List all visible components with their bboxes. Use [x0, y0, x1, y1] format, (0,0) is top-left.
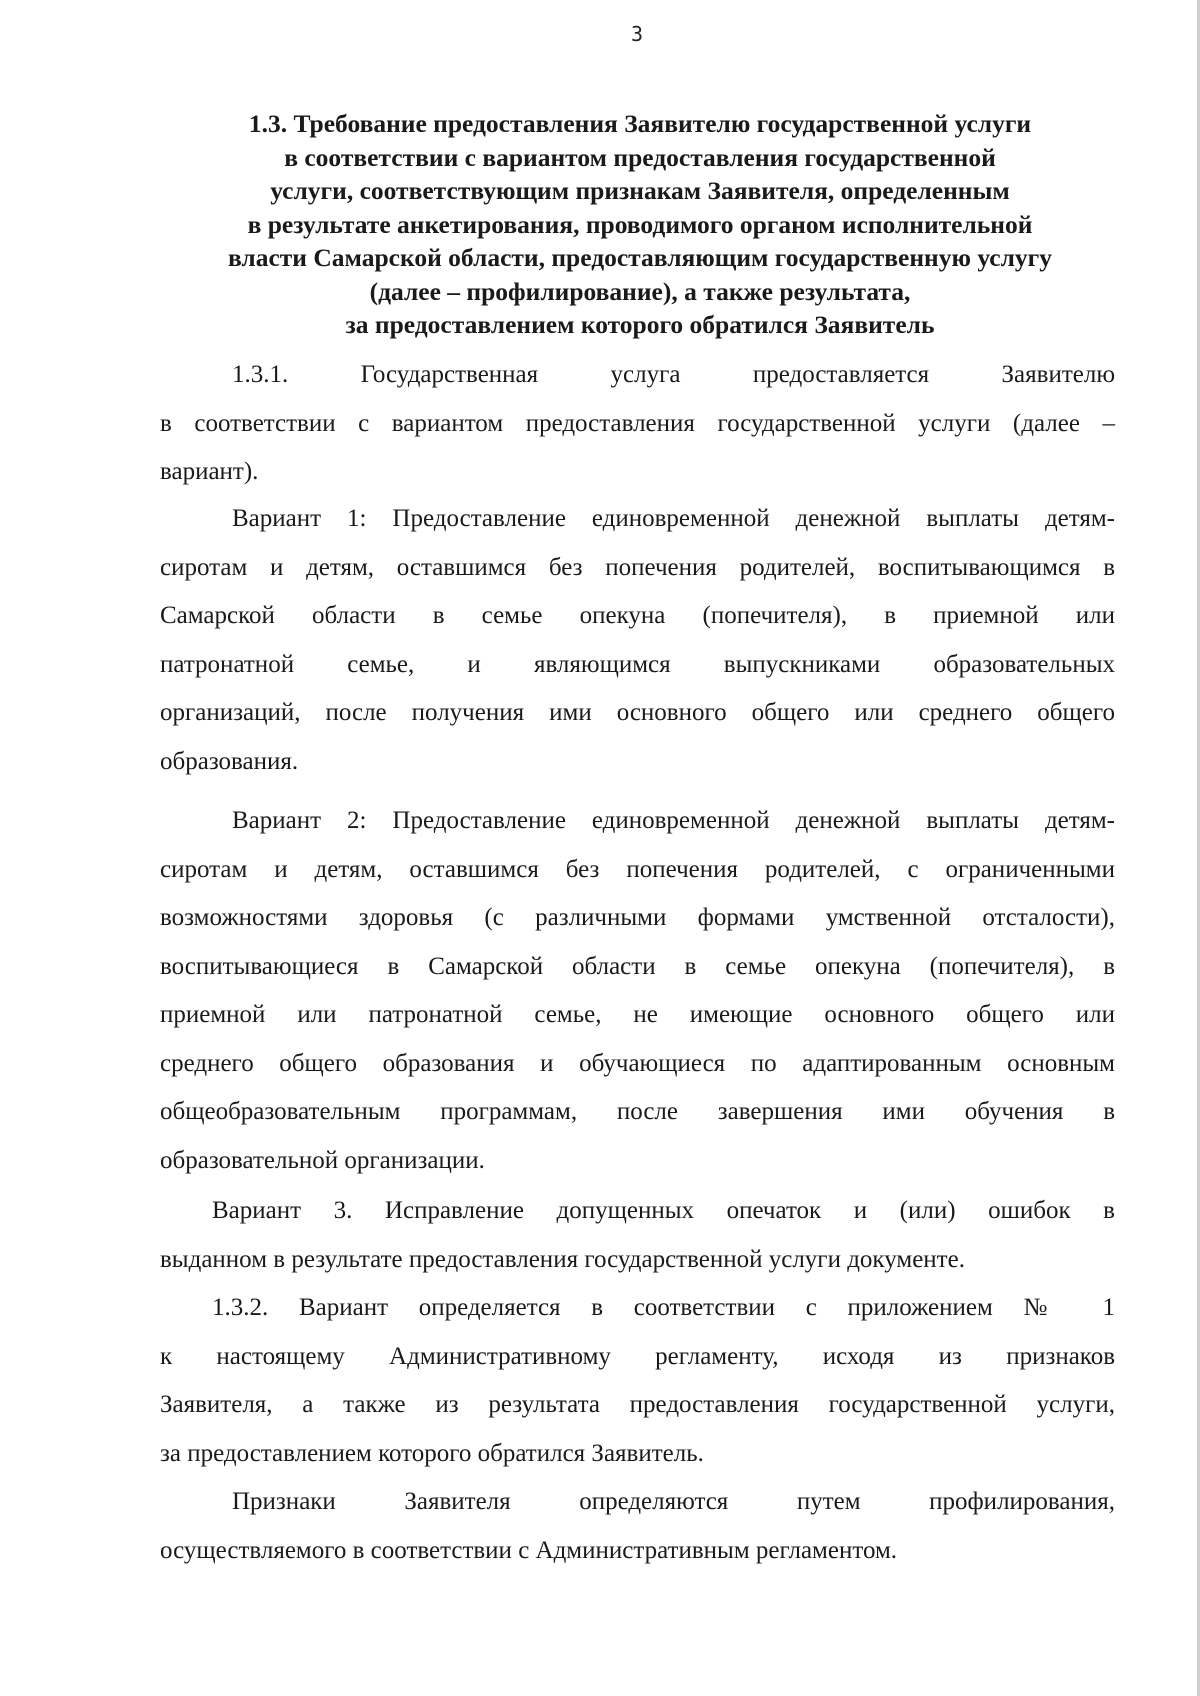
paragraph-line: к настоящему Административному регламенту, исходя из признаков [160, 1342, 1115, 1370]
heading-line: 1.3. Требование предоставления Заявителю государственной услуги [248, 109, 1032, 138]
heading-line: (далее – профилирование), а также результата, [369, 276, 911, 306]
paragraph-line: 1.3.1. Государственная услуга предоставляется Заявителю [232, 361, 1115, 388]
paragraph-line: воспитывающиеся в Самарской области в семье опекуна (попечителя), в [160, 952, 1115, 980]
paragraph-line: возможностями здоровья (с различными формами умственной отсталости), [160, 904, 1115, 931]
paragraph-line: в соответствии с вариантом предоставления государственной услуги (далее – [160, 409, 1115, 437]
paragraph-line: приемной или патронатной семье, не имеющие основного общего или [160, 1001, 1115, 1028]
paragraph-line: за предоставлением которого обратился Заявитель. [160, 1439, 704, 1467]
paragraph-line: сиротам и детям, оставшимся без попечения родителей, с ограниченными [160, 855, 1115, 883]
heading-line: в результате анкетирования, проводимого органом исполнительной [247, 209, 1033, 239]
paragraph-line: Вариант 2: Предоставление единовременной денежной выплаты детям- [232, 807, 1115, 834]
paragraph-line: общеобразовательным программам, после завершения ими обучения в [160, 1098, 1115, 1125]
paragraph-line: организаций, после получения ими основного общего или среднего общего [160, 699, 1115, 726]
paragraph-line: вариант). [160, 458, 259, 485]
paragraph-line: 1.3.2. Вариант определяется в соответствии с приложением № 1 [212, 1294, 1115, 1321]
heading-line: в соответствии с вариантом предоставления государственной [284, 142, 996, 172]
paragraph-line: Заявителя, а также из результата предоставления государственной услуги, [160, 1391, 1115, 1418]
paragraph-line: образования. [160, 747, 299, 775]
paragraph-applicant-features [160, 1478, 1115, 1575]
paragraph-variant-3 [160, 1187, 1115, 1284]
paragraph-line: Вариант 3. Исправление допущенных опечаток и (или) ошибок в [212, 1197, 1115, 1224]
paragraph-line: осуществляемого в соответствии с Административным регламентом. [160, 1536, 898, 1564]
page-number: 3 [630, 22, 644, 46]
paragraph-line: Самарской области в семье опекуна (попечителя), в приемной или [160, 602, 1115, 629]
paragraph-line: Вариант 1: Предоставление единовременной денежной выплаты детям- [232, 505, 1115, 532]
heading-line: за предоставлением которого обратился Заявитель [345, 310, 935, 339]
paragraph-line: Признаки Заявителя определяются путем профилирования, [232, 1488, 1115, 1515]
paragraph-variant-2 [160, 797, 1115, 1185]
heading-line: услуги, соответствующим признакам Заявителя, определенным [270, 176, 1010, 205]
paragraph-line: сиротам и детям, оставшимся без попечения родителей, воспитывающимся в [160, 553, 1115, 581]
paragraph-line: выданном в результате предоставления государственной услуги документе. [160, 1245, 965, 1273]
paragraph-1-3-1 [160, 351, 1115, 497]
paragraph-1-3-2 [160, 1284, 1115, 1478]
section-heading [160, 107, 1120, 342]
paragraph-line: патронатной семье, и являющимся выпускниками образовательных [160, 650, 1115, 678]
paragraph-line: среднего общего образования и обучающиеся по адаптированным основным [160, 1049, 1115, 1077]
paragraph-variant-1 [160, 495, 1115, 786]
heading-line: власти Самарской области, предоставляющим государственную услугу [227, 243, 1053, 272]
paragraph-line: образовательной организации. [160, 1146, 485, 1174]
